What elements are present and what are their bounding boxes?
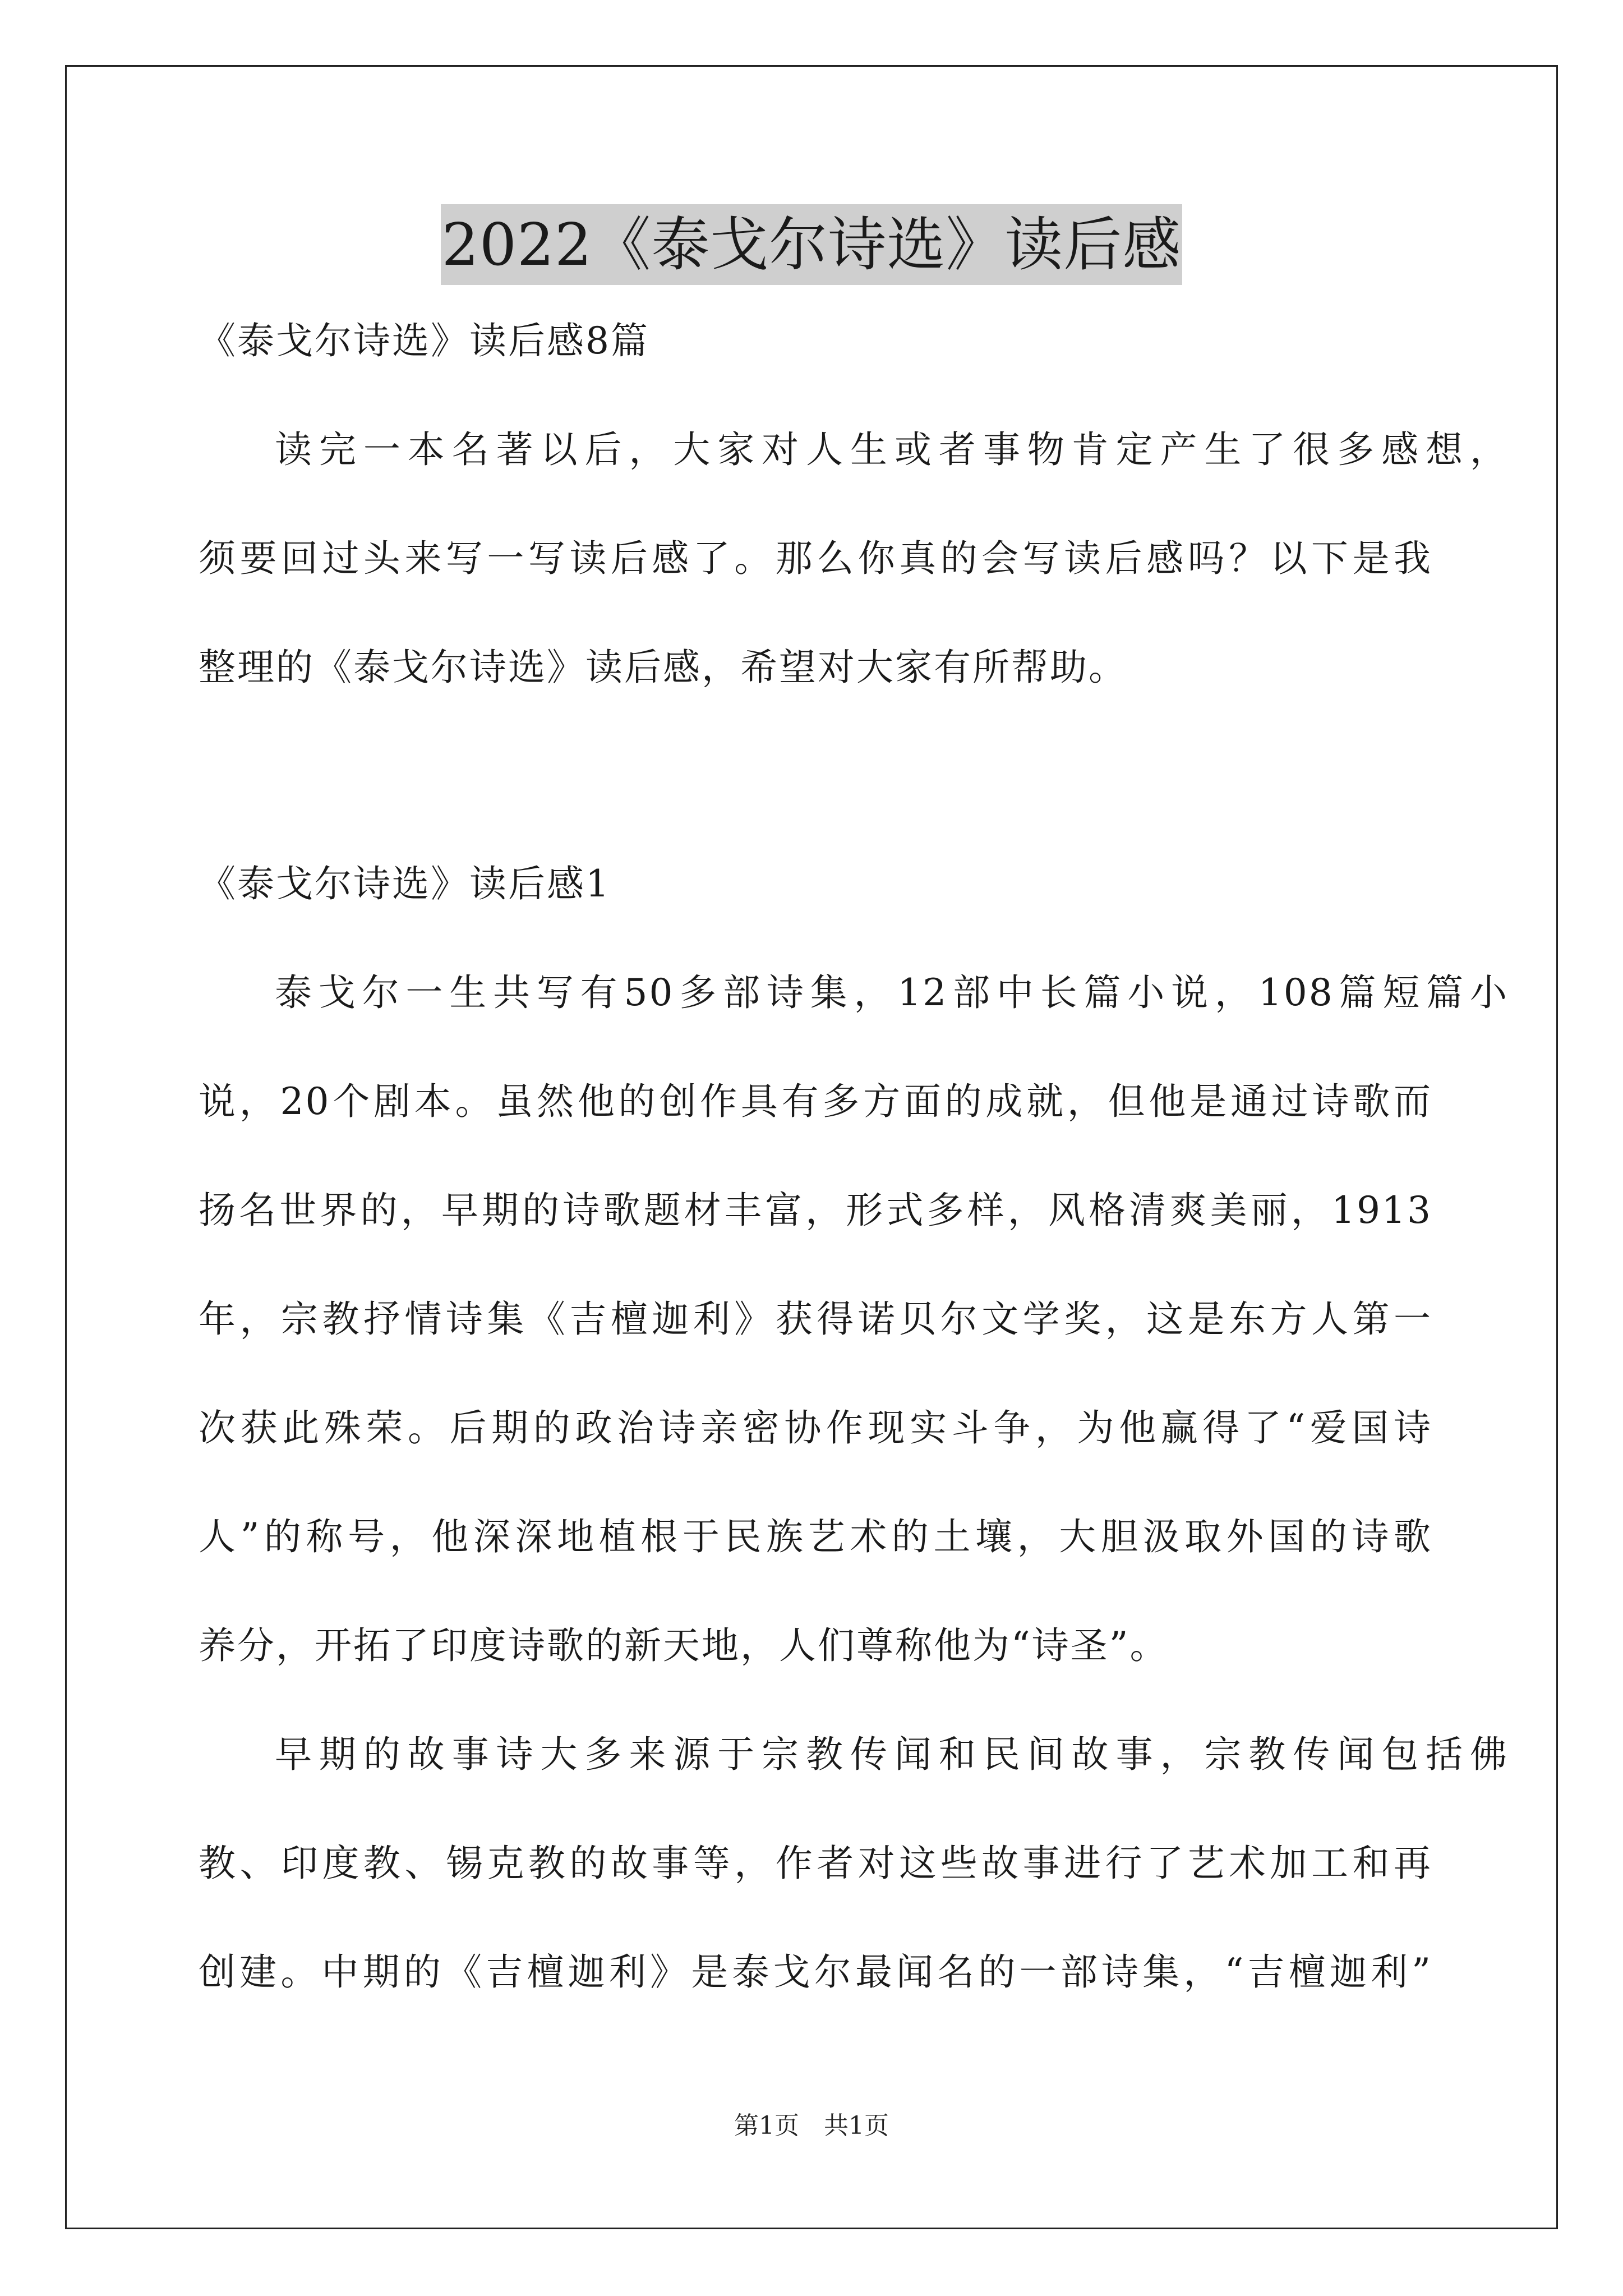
section-heading: 《泰戈尔诗选》读后感1 xyxy=(199,862,611,905)
body-line: 说，20个剧本。虽然他的创作具有多方面的成就，但他是通过诗歌而 xyxy=(199,1080,1432,1123)
document-title: 2022《泰戈尔诗选》读后感 xyxy=(441,204,1183,285)
subtitle-heading: 《泰戈尔诗选》读后感8篇 xyxy=(199,319,649,362)
intro-line: 须要回过头来写一写读后感了。那么你真的会写读后感吗？以下是我 xyxy=(199,537,1432,580)
page-footer: 第1页 共1页 xyxy=(734,2111,889,2140)
body-paragraph-2 xyxy=(199,1728,1509,1999)
spacer xyxy=(199,749,1432,857)
body-line: 泰戈尔一生共写有50多部诗集，12部中长篇小说，108篇短篇小 xyxy=(275,971,1509,1014)
body-line: 教、印度教、锡克教的故事等，作者对这些故事进行了艺术加工和再 xyxy=(199,1842,1432,1885)
body-line: 养分，开拓了印度诗歌的新天地，人们尊称他为“诗圣”。 xyxy=(199,1624,1169,1667)
intro-line: 整理的《泰戈尔诗选》读后感，希望对大家有所帮助。 xyxy=(199,646,1127,689)
body-line: 扬名世界的，早期的诗歌题材丰富，形式多样，风格清爽美丽，1913 xyxy=(199,1189,1432,1232)
body-line: 次获此殊荣。后期的政治诗亲密协作现实斗争，为他赢得了“爱国诗 xyxy=(199,1406,1432,1450)
body-paragraph-1 xyxy=(199,966,1509,1673)
body-line: 早期的故事诗大多来源于宗教传闻和民间故事，宗教传闻包括佛 xyxy=(275,1733,1509,1776)
title-container xyxy=(0,204,1623,285)
body-line: 创建。中期的《吉檀迦利》是泰戈尔最闻名的一部诗集，“吉檀迦利” xyxy=(199,1950,1432,1994)
body-line: 年，宗教抒情诗集《吉檀迦利》获得诺贝尔文学奖，这是东方人第一 xyxy=(199,1297,1432,1341)
intro-line: 读完一本名著以后，大家对人生或者事物肯定产生了很多感想， xyxy=(275,428,1509,471)
body-line: 人”的称号，他深深地植根于民族艺术的土壤，大胆汲取外国的诗歌 xyxy=(199,1515,1432,1558)
document-body xyxy=(199,314,1509,2054)
intro-paragraph xyxy=(199,423,1509,694)
